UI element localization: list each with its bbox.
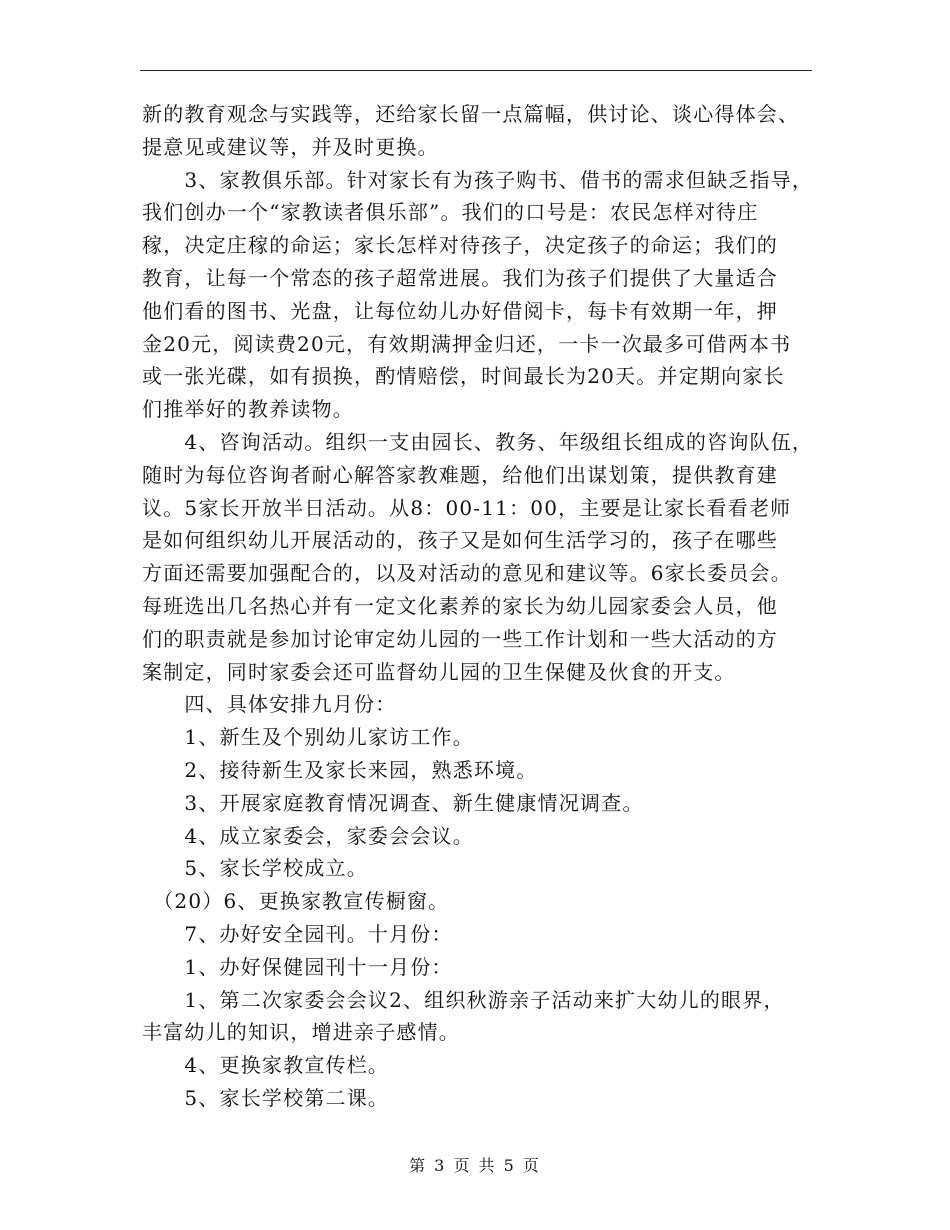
text-line: 我们创办一个“家教读者俱乐部”。我们的口号是：农民怎样对待庄 xyxy=(142,200,759,225)
text-line: 提意见或建议等，并及时更换。 xyxy=(142,134,439,159)
text-line: 金20元，阅读费20元，有效期满押金归还，一卡一次最多可借两本书 xyxy=(142,331,792,356)
text-line: 1、第二次家委会会议2、组织秋游亲子活动来扩大幼儿的眼界， xyxy=(142,987,785,1012)
text-line: 或一张光碟，如有损换，酌情赔偿，时间最长为20天。并定期向家长 xyxy=(142,364,785,389)
text-line: 每班选出几名热心并有一定文化素养的家长为幼儿园家委会人员，他 xyxy=(142,593,778,618)
text-line: 1、新生及个别幼儿家访工作。 xyxy=(142,725,474,750)
text-line: 方面还需要加强配合的，以及对活动的意见和建议等。6家长委员会。 xyxy=(142,561,792,586)
text-line: 们推举好的教养读物。 xyxy=(142,397,354,422)
text-line: 4、成立家委会，家委会会议。 xyxy=(142,823,474,848)
text-line: 丰富幼儿的知识，增进亲子感情。 xyxy=(142,1020,460,1045)
text-line: 他们看的图书、光盘，让每位幼儿办好借阅卡，每卡有效期一年，押 xyxy=(142,298,778,323)
text-line: 议。5家长开放半日活动。从8：00-11：00，主要是让家长看看老师 xyxy=(142,495,792,520)
text-line: 4、更换家教宣传栏。 xyxy=(142,1053,390,1078)
text-line: 4、咨询活动。组织一支由园长、教务、年级组长组成的咨询队伍， xyxy=(142,429,814,454)
text-line: 3、家教俱乐部。针对家长有为孩子购书、借书的需求但缺乏指导， xyxy=(142,167,814,192)
text-line: 7、办好安全园刊。十月份： xyxy=(142,921,453,946)
text-line: 们的职责就是参加讨论审定幼儿园的一些工作计划和一些大活动的方 xyxy=(142,626,778,651)
text-line: 稼，决定庄稼的命运；家长怎样对待孩子，决定孩子的命运；我们的 xyxy=(142,233,778,258)
text-line: 1、办好保健园刊十一月份： xyxy=(142,954,453,979)
header-rule xyxy=(140,70,812,71)
text-line: 案制定，同时家委会还可监督幼儿园的卫生保健及伙食的开支。 xyxy=(142,659,736,684)
text-line: 四、具体安排九月份： xyxy=(142,692,397,717)
document-body xyxy=(142,98,822,1115)
text-line: 教育，让每一个常态的孩子超常进展。我们为孩子们提供了大量适合 xyxy=(142,265,778,290)
text-line: （20）6、更换家教宣传橱窗。 xyxy=(142,889,450,914)
text-line: 5、家长学校第二课。 xyxy=(142,1085,390,1110)
text-line: 是如何组织幼儿开展活动的，孩子又是如何生活学习的，孩子在哪些 xyxy=(142,528,778,553)
text-line: 5、家长学校成立。 xyxy=(142,856,368,881)
text-line: 2、接待新生及家长来园，熟悉环境。 xyxy=(142,757,538,782)
text-line: 随时为每位咨询者耐心解答家教难题，给他们出谋划策，提供教育建 xyxy=(142,462,778,487)
page-number-footer: 第 3 页 共 5 页 xyxy=(409,1156,541,1175)
text-line: 新的教育观念与实践等，还给家长留一点篇幅，供讨论、谈心得体会、 xyxy=(142,102,800,126)
text-line: 3、开展家庭教育情况调查、新生健康情况调查。 xyxy=(142,790,644,815)
